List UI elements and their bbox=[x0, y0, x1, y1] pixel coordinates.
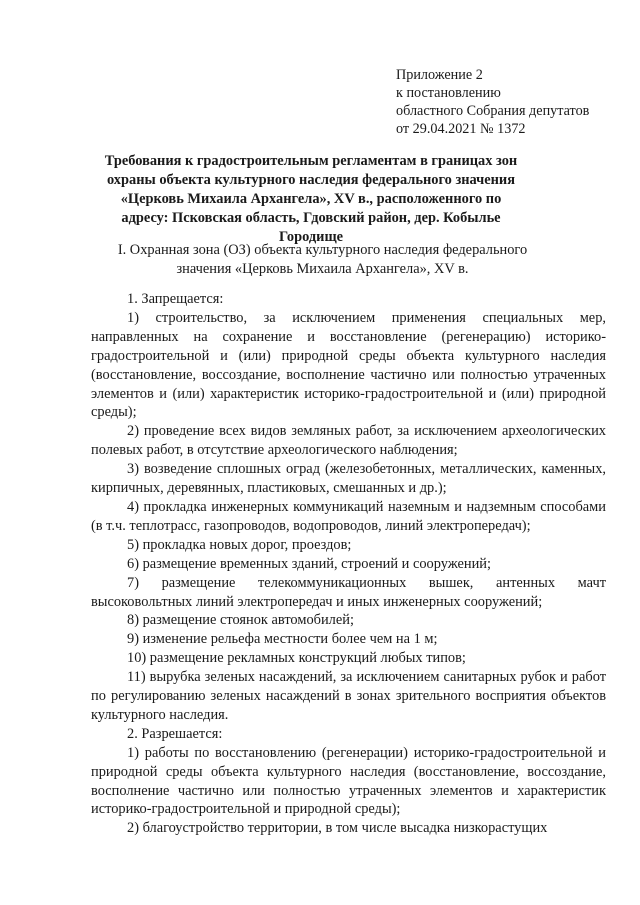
appendix-line: Приложение 2 bbox=[396, 67, 483, 83]
document-body bbox=[91, 290, 606, 838]
prohibited-item: 8) размещение стоянок автомобилей; bbox=[127, 612, 354, 629]
appendix-line: к постановлению bbox=[396, 85, 501, 101]
prohibited-item: 7) размещение телекоммуникационных вышек, антенных мачт высоковольтных линий электропередач и иных инженерных сооружений; bbox=[91, 574, 606, 610]
prohibited-item: 2) проведение всех видов земляных работ, за исключением археологических полевых работ, в отсутствие археологического наблюдения; bbox=[91, 423, 606, 459]
prohibited-item: 10) размещение рекламных конструкций любых типов; bbox=[127, 650, 466, 667]
section-heading: I. Охранная зона (ОЗ) объекта культурного наследия федерального значения «Церковь Михаила Архангела», XV в. bbox=[117, 242, 528, 277]
prohibited-item: 4) прокладка инженерных коммуникаций наземным и надземным способами (в т.ч. теплотрасс, газопроводов, водопроводов, линий электропередач); bbox=[91, 498, 606, 534]
prohibited-item: 11) вырубка зеленых насаждений, за исключением санитарных рубок и работ по регулированию зеленых насаждений в зонах зрительного восприятия объектов культурного наследия. bbox=[91, 669, 606, 723]
prohibited-item: 9) изменение рельефа местности более чем на 1 м; bbox=[127, 631, 438, 648]
prohibited-item: 3) возведение сплошных оград (железобетонных, металлических, каменных, кирпичных, деревянных, пластиковых, смешанных и др.); bbox=[91, 461, 606, 497]
prohibited-item: 6) размещение временных зданий, строений и сооружений; bbox=[127, 555, 492, 572]
permitted-item: 2) благоустройство территории, в том числе высадка низкорастущих bbox=[127, 820, 548, 837]
appendix-block bbox=[396, 66, 589, 138]
document-title: Требования к градостроительным регламентам в границах зон охраны объекта культурного наследия федерального значения «Церковь Михаила Архангела», XV в., расположенного по адресу: Псковская область, Гдовский район, дер. Кобылье Городище bbox=[104, 153, 518, 245]
prohibited-heading: 1. Запрещается: bbox=[127, 291, 224, 307]
appendix-line: от 29.04.2021 № 1372 bbox=[396, 121, 526, 137]
permitted-item: 1) работы по восстановлению (регенерации) историко-градостроительной и природной среды объекта культурного наследия (восстановление, воссоздание, восполнение частично или полностью утраченных элементов и характеристик историко-градостроительной и природной среды); bbox=[91, 744, 606, 818]
prohibited-item: 5) прокладка новых дорог, проездов; bbox=[127, 536, 352, 553]
permitted-heading: 2. Разрешается: bbox=[127, 725, 223, 742]
prohibited-item: 1) строительство, за исключением применения специальных мер, направленных на сохранение и восстановление (регенерацию) историко-градостроительной и (или) природной среды объекта культурного наследия (восстановление, воссоздание, восполнение частично или полностью утраченных элементов и (или) характеристик историко-градостроительной и (или) природной среды); bbox=[91, 309, 606, 421]
appendix-line: областного Собрания депутатов bbox=[396, 103, 590, 119]
